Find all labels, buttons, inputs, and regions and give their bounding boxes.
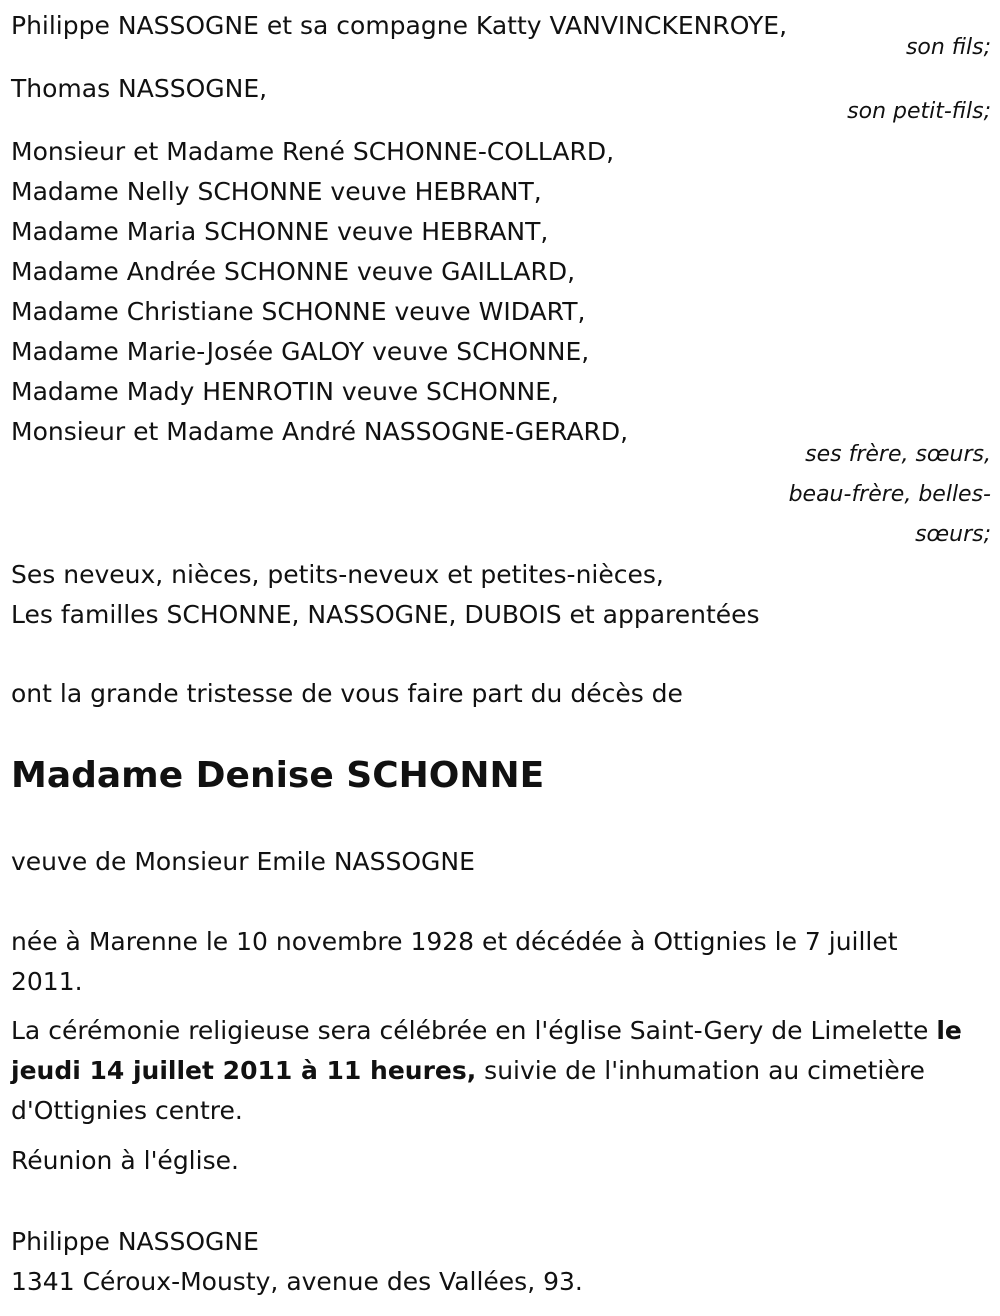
contact-name: Philippe NASSOGNE (11, 1227, 259, 1256)
contact-address: 1341 Céroux-Mousty, avenue des Vallées, 93. (11, 1267, 583, 1296)
ceremony-date: le jeudi 14 juillet 2011 à 11 heures, (11, 1016, 962, 1085)
siblings-role (11, 435, 991, 555)
announcement: ont la grande tristesse de vous faire part du décès de (11, 679, 683, 708)
extended-family (11, 555, 760, 635)
sibling-line: Madame Nelly SCHONNE veuve HEBRANT, (11, 177, 542, 206)
son-role: son fils; (905, 35, 991, 60)
widow-of: veuve de Monsieur Emile NASSOGNE (11, 847, 475, 876)
sibling-line: Monsieur et Madame René SCHONNE-COLLARD, (11, 137, 615, 166)
deceased-name: Madame Denise SCHONNE (11, 755, 545, 796)
son-line: Philippe NASSOGNE et sa compagne Katty VANVINCKENROYE, (11, 11, 788, 40)
sibling-line: Madame Christiane SCHONNE veuve WIDART, (11, 297, 586, 326)
ceremony-rest: suivie de l'inhumation au cimetière d'Ottignies centre. (11, 1056, 925, 1125)
siblings-role-line: ses frère, sœurs, (805, 442, 991, 467)
sibling-line: Madame Andrée SCHONNE veuve GAILLARD, (11, 257, 576, 286)
sibling-line: Madame Mady HENROTIN veuve SCHONNE, (11, 377, 559, 406)
siblings-role-line: sœurs; (915, 522, 991, 547)
siblings-role-line: beau-frère, belles- (788, 482, 991, 507)
ceremony-intro: La cérémonie religieuse sera célébrée en l'église Saint-Gery de Limelette (11, 1016, 929, 1045)
meeting: Réunion à l'église. (11, 1146, 239, 1175)
grandson-role: son petit-fils; (847, 99, 991, 124)
sibling-line: Madame Marie-Josée GALOY veuve SCHONNE, (11, 337, 590, 366)
sibling-line: Madame Maria SCHONNE veuve HEBRANT, (11, 217, 549, 246)
ceremony (11, 1011, 986, 1131)
sibling-line: Monsieur et Madame André NASSOGNE-GERARD, (11, 417, 629, 446)
siblings-list (11, 132, 628, 452)
birth-death: née à Marenne le 10 novembre 1928 et décédée à Ottignies le 7 juillet 2011. (11, 927, 898, 996)
grandson-line: Thomas NASSOGNE, (11, 74, 268, 103)
extended-family-line: Les familles SCHONNE, NASSOGNE, DUBOIS et apparentées (11, 600, 760, 629)
extended-family-line: Ses neveux, nièces, petits-neveux et petites-nièces, (11, 560, 664, 589)
